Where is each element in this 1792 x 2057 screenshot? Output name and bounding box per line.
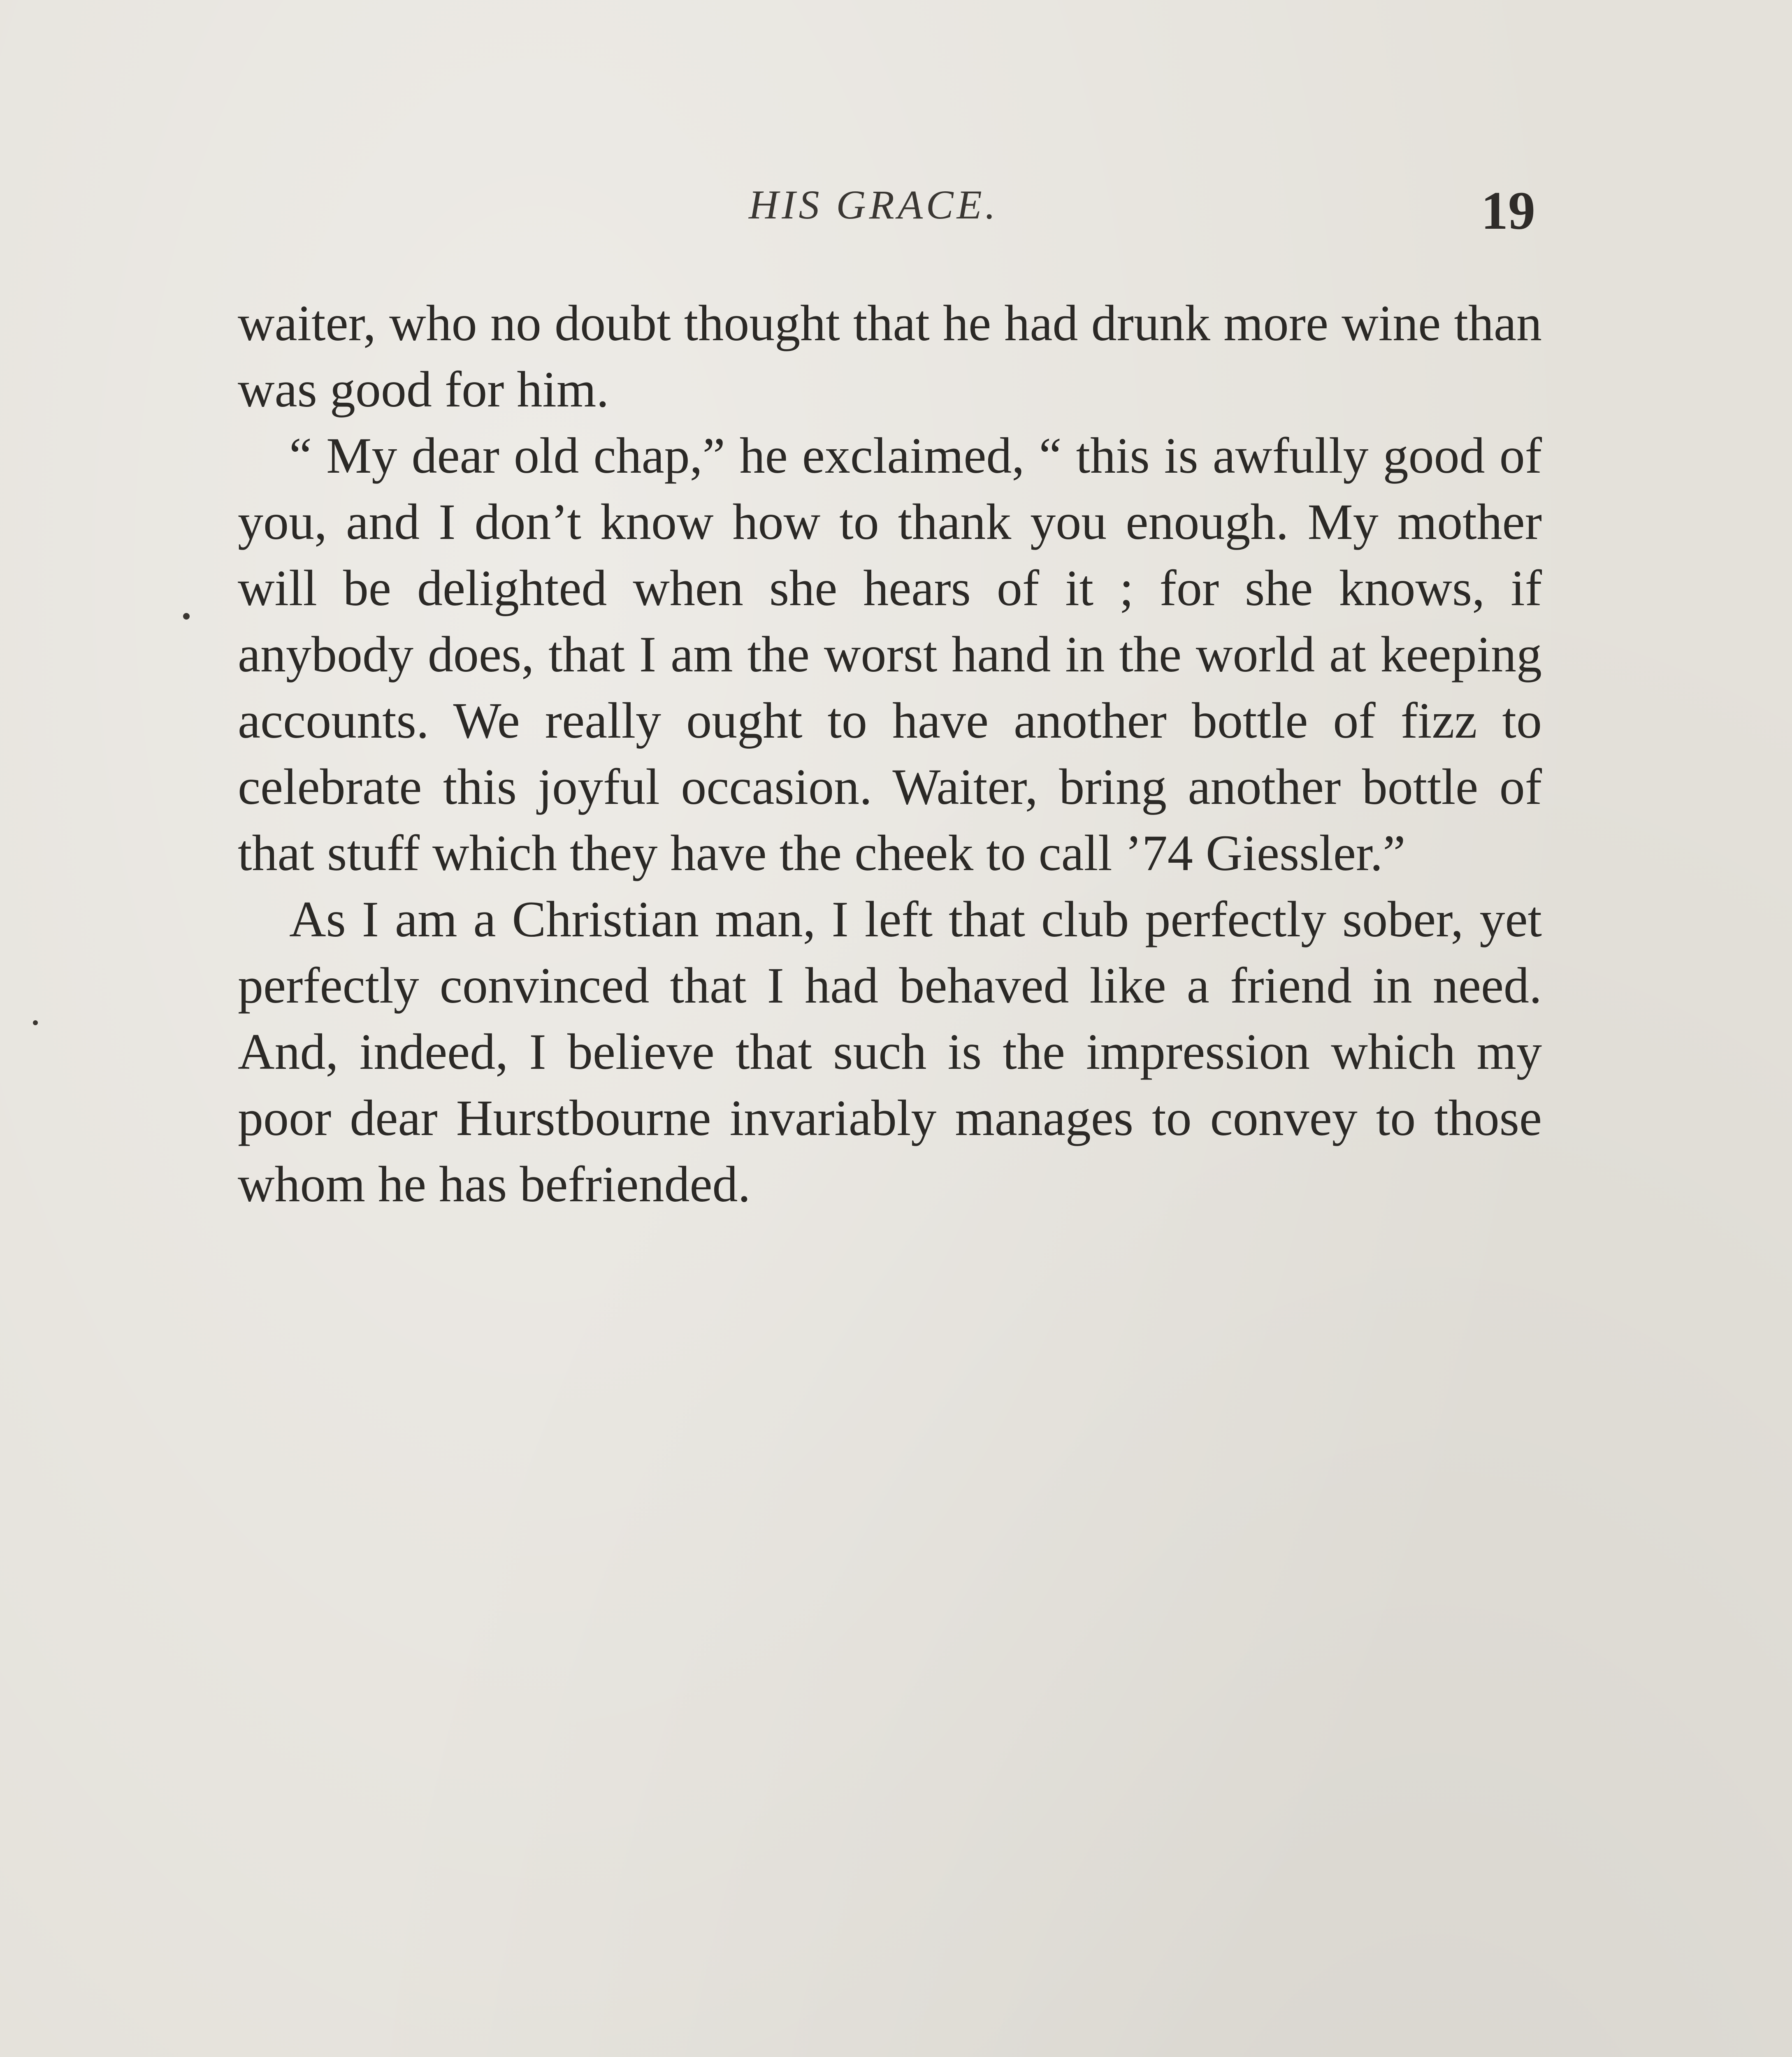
- page-number: 19: [1481, 180, 1535, 241]
- body-text: [238, 290, 1542, 1217]
- paragraph-1: waiter, who no doubt thought that he had drunk more wine than was good for him.: [238, 295, 1542, 418]
- running-head: HIS GRACE.: [749, 182, 999, 228]
- paper-speck-dot: [33, 1020, 38, 1025]
- paragraph-2: “ My dear old chap,” he exclaimed, “ this is awfully good of you, and I don’t know how to thank you enough. My mother will be delighted when she hears of it ; for she knows, if anybody does, that I am the worst hand in the world at keeping accounts. We really ought to have another bottle of fizz to celebrate this joyful occasion. Waiter, bring another bottle of that stuff which they have the cheek to call ’74 Giessler.”: [238, 427, 1542, 881]
- paragraph-3: As I am a Christian man, I left that club perfectly sober, yet perfectly convinced that I had behaved like a friend in need. And, indeed, I believe that such is the impression which my poor dear Hurstbourne invariably manages to convey to those whom he has befriended.: [238, 891, 1542, 1212]
- paper-speck-dot: [183, 613, 190, 620]
